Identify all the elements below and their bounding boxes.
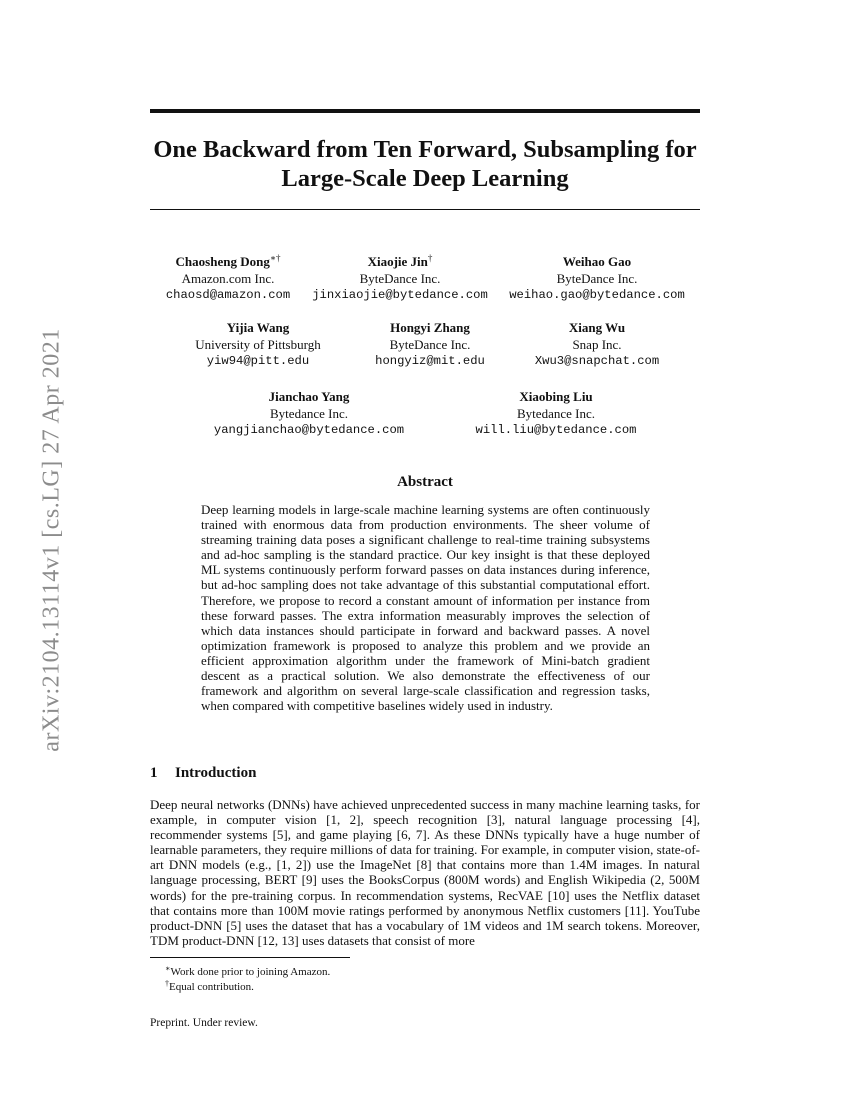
preprint-note: Preprint. Under review. xyxy=(150,1017,258,1029)
author-affiliation: University of Pittsburgh xyxy=(195,336,321,352)
footnote-rule xyxy=(150,957,350,958)
author-block xyxy=(456,389,656,439)
author-marks: ∗† xyxy=(269,253,281,263)
author-name: Xiaojie Jin xyxy=(367,254,428,269)
section-heading xyxy=(150,765,256,782)
author-affiliation: Snap Inc. xyxy=(572,336,622,352)
author-email[interactable]: jinxiaojie@bytedance.com xyxy=(312,288,488,302)
author-email[interactable]: weihao.gao@bytedance.com xyxy=(509,288,685,302)
author-email[interactable]: hongyiz@mit.edu xyxy=(375,354,485,368)
author-name: Chaosheng Dong xyxy=(175,254,270,269)
author-affiliation: ByteDance Inc. xyxy=(389,336,471,352)
author-block xyxy=(497,250,697,304)
title-rule-top xyxy=(150,109,700,113)
author-name: Weihao Gao xyxy=(562,254,632,269)
author-affiliation: ByteDance Inc. xyxy=(359,270,441,286)
section-number: 1 xyxy=(150,765,158,781)
author-name: Jianchao Yang xyxy=(268,389,350,404)
author-name: Yijia Wang xyxy=(226,320,290,335)
section-title: Introduction xyxy=(175,765,257,781)
footnote xyxy=(165,977,254,994)
author-block xyxy=(497,320,697,370)
author-email[interactable]: yangjianchao@bytedance.com xyxy=(213,423,405,437)
author-block xyxy=(300,250,500,304)
author-email[interactable]: yiw94@pitt.edu xyxy=(206,354,310,368)
author-affiliation: Bytedance Inc. xyxy=(517,405,595,421)
footnote-mark: ∗ xyxy=(165,964,171,973)
author-marks: † xyxy=(427,253,433,263)
author-block xyxy=(209,389,409,439)
abstract-text: Deep learning models in large-scale machine learning systems are often continuously trained with enormous data from production environments. The sheer volume of streaming training data poses a significant challenge to real-time training subsystems and ad-hoc sampling is the standard practice. Our key insight is that these deployed ML systems continuously perform forward passes on data instances during inference, but ad-hoc sampling does not take advantage of this substantial computational effort. Therefore, we propose to record a constant amount of information per instance from these forward passes. The extra information measurably improves the selection of which data instances should participate in forward and backward passes. A novel optimization framework is proposed to analyze this problem and we provide an efficient approximation algorithm under the framework of Mini-batch gradient descent as a practical solution. We also demonstrate the effectiveness of our framework and algorithm on several large-scale classification and regression tasks, when compared with competitive baselines widely used in industry. xyxy=(201,502,650,714)
author-name: Hongyi Zhang xyxy=(390,320,470,335)
author-block xyxy=(158,320,358,370)
abstract-heading: Abstract xyxy=(397,474,453,490)
author-email[interactable]: Xwu3@snapchat.com xyxy=(534,354,660,368)
title-rule-bottom xyxy=(150,209,700,210)
author-affiliation: Amazon.com Inc. xyxy=(181,270,275,286)
author-name: Xiaobing Liu xyxy=(519,389,593,404)
author-affiliation: ByteDance Inc. xyxy=(556,270,638,286)
footnote-mark: † xyxy=(165,979,169,988)
footnote-text: Equal contribution. xyxy=(169,981,254,993)
intro-paragraph: Deep neural networks (DNNs) have achieved unprecedented success in many machine learning tasks, for example, in computer vision [1, 2], speech recognition [3], natural language processing [4], recommender systems [5], and game playing [6, 7]. As these DNNs typically have a huge number of learnable parameters, they require millions of data for training. For example, in computer vision, state-of-art DNN models (e.g., [1, 2]) use the ImageNet [8] that contains more than 1.4M images. In natural language processing, BERT [9] uses the BooksCorpus (800M words) and English Wikipedia (2, 500M words) for the pre-training corpus. In recommendation systems, RecVAE [10] uses the Netflix dataset that contains more than 100M movie ratings performed by anonymous Netflix customers [11]. YouTube product-DNN [5] uses the dataset that has a vocabulary of 1M videos and 1M search tokens. Moreover, TDM product-DNN [12, 13] uses datasets that consist of more xyxy=(150,797,700,948)
footnote-text: Work done prior to joining Amazon. xyxy=(170,966,331,978)
arxiv-stamp: arXiv:2104.13114v1 [cs.LG] 27 Apr 2021 xyxy=(38,328,65,752)
author-block xyxy=(128,250,328,304)
author-affiliation: Bytedance Inc. xyxy=(270,405,348,421)
author-email[interactable]: chaosd@amazon.com xyxy=(165,288,291,302)
author-name: Xiang Wu xyxy=(568,320,626,335)
paper-title: One Backward from Ten Forward, Subsampling for Large-Scale Deep Learning xyxy=(153,136,697,192)
author-email[interactable]: will.liu@bytedance.com xyxy=(475,423,637,437)
